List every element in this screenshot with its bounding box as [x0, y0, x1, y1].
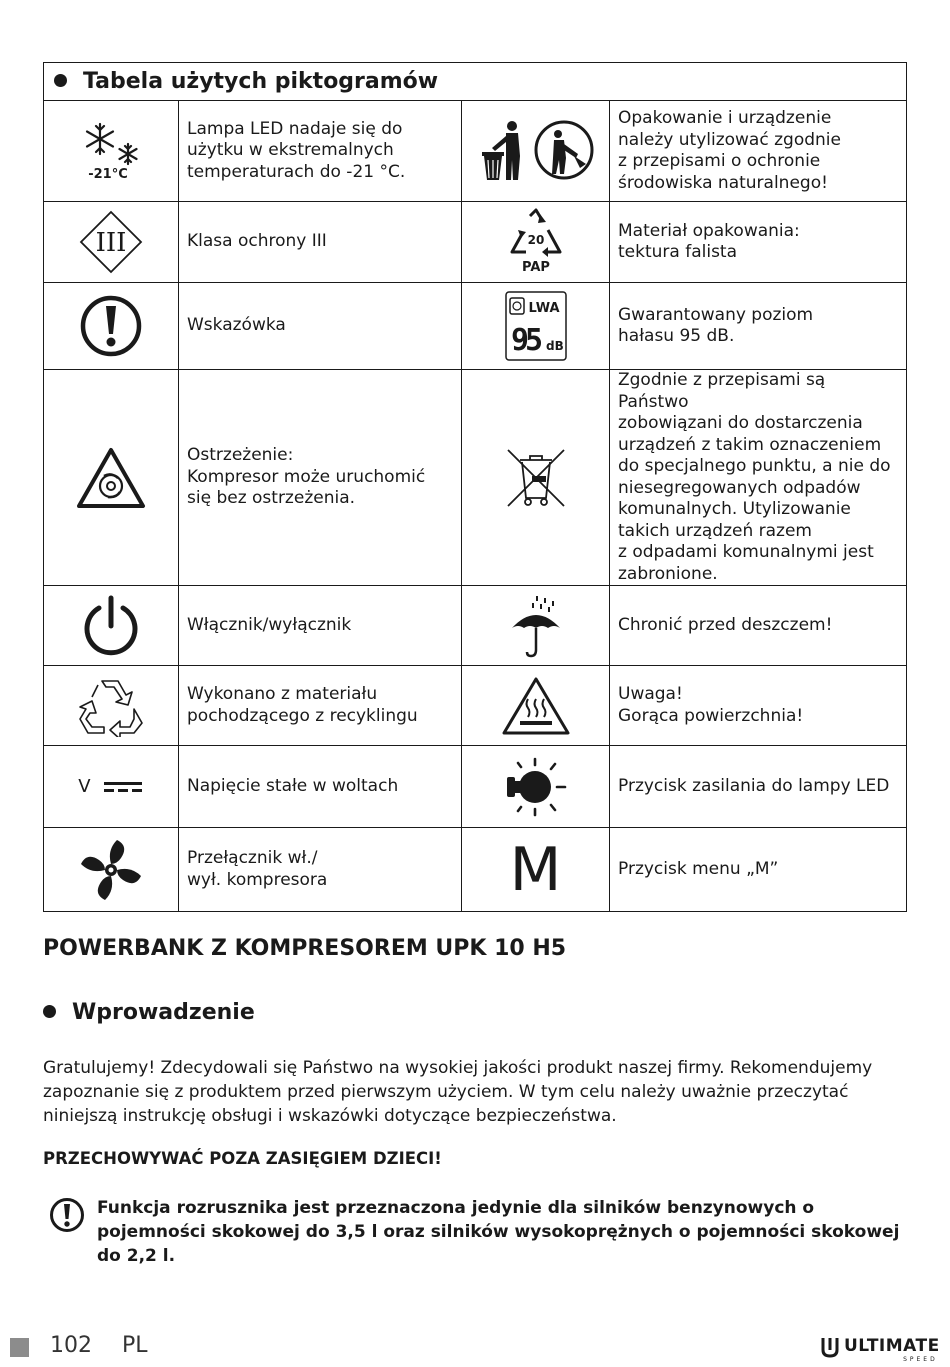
table-cell: Opakowanie i urządzenie należy utylizować zgodnie z przepisami o ochronie środowiska naturalnego! [610, 101, 907, 202]
table-cell: Przełącznik wł./ wył. kompresora [179, 828, 462, 912]
table-row [44, 828, 907, 912]
page-language: PL [122, 1333, 148, 1358]
table-cell: Napięcie stałe w woltach [179, 746, 462, 828]
svg-text:dB: dB [545, 339, 564, 353]
table-cell: Uwaga! Gorąca powierzchnia! [610, 666, 907, 746]
table-cell: Gwarantowany poziom hałasu 95 dB. [610, 283, 907, 370]
table-row [44, 101, 907, 202]
table-cell: Klasa ochrony III [179, 202, 462, 283]
hot-surface-icon [462, 666, 610, 746]
table-cell: Przycisk menu „M” [610, 828, 907, 912]
table-cell: Przycisk zasilania do lampy LED [610, 746, 907, 828]
fan-icon [44, 828, 179, 912]
recycle-arrows-icon [44, 666, 179, 746]
menu-m-letter: M [509, 834, 562, 905]
svg-text:PAP: PAP [521, 260, 550, 275]
product-title: POWERBANK Z KOMPRESOREM UPK 10 H5 [43, 936, 567, 961]
exclamation-icon [49, 1197, 85, 1233]
brand-name: ULTIMATE [844, 1336, 940, 1356]
brand-sub: SPEED [903, 1356, 938, 1363]
table-cell: Zgodnie z przepisami są Państwo zobowiązani do dostarczenia urządzeń z takim oznaczeniem do specjalnego punktu, a nie do niesegregowanych odpadów komunalnych. Utylizowanie takich urządzeń razem z odpadami komunalnymi jest zabronione. [610, 370, 907, 586]
table-row [44, 746, 907, 828]
pictogram-table [43, 62, 907, 912]
note-text: Funkcja rozrusznika jest przeznaczona jedynie dla silników benzynowych o pojemności skokowej do 3,5 l oraz silników wysokoprężnych o pojemności skokowej do 2,2 l. [97, 1198, 900, 1266]
noise-level-icon [462, 283, 610, 370]
table-title-text: Tabela użytych piktogramów [83, 69, 439, 94]
table-title [44, 63, 907, 101]
voltage-label: V [78, 776, 91, 797]
recycle-bin-icon [462, 101, 610, 202]
svg-text:LWA: LWA [527, 301, 560, 316]
snowflake-icon [44, 101, 179, 202]
table-cell: Włącznik/wyłącznik [179, 586, 462, 666]
svg-text:III: III [95, 228, 127, 258]
table-row [44, 370, 907, 586]
power-icon [44, 586, 179, 666]
table-row [44, 202, 907, 283]
pap-recycling-icon [462, 202, 610, 283]
rotating-parts-warning-icon [44, 370, 179, 586]
table-row [44, 666, 907, 746]
svg-text:20: 20 [527, 233, 544, 247]
crossed-bin-icon [462, 370, 610, 586]
table-row [44, 283, 907, 370]
keep-away-warning: PRZECHOWYWAĆ POZA ZASIĘGIEM DZIECI! [43, 1149, 442, 1168]
svg-text:-21°C: -21°C [88, 167, 128, 182]
table-cell: Chronić przed deszczem! [610, 586, 907, 666]
table-cell: Wykonano z materiału pochodzącego z recyklingu [179, 666, 462, 746]
table-cell: Ostrzeżenie: Kompresor może uruchomić się bez ostrzeżenia. [179, 370, 462, 586]
table-row [44, 586, 907, 666]
intro-heading [43, 1000, 255, 1025]
led-lamp-icon [462, 746, 610, 828]
umbrella-rain-icon [462, 586, 610, 666]
intro-heading-text: Wprowadzenie [72, 1000, 255, 1025]
table-cell: Materiał opakowania: tektura falista [610, 202, 907, 283]
table-cell: Wskazówka [179, 283, 462, 370]
protection-class-iii-icon [44, 202, 179, 283]
footer-marker [10, 1338, 29, 1357]
bullet-icon [54, 74, 67, 87]
intro-paragraph: Gratulujemy! Zdecydowali się Państwo na wysokiej jakości produkt naszej firmy. Rekomendujemy zapoznanie się z produktem przed pierwszym użyciem. W tym celu należy uważnie przeczytać niniejszą instrukcję obsługi i wskazówki dotyczące bezpieczeństwa. [43, 1058, 873, 1126]
bullet-icon [43, 1005, 56, 1018]
menu-m-icon [462, 828, 610, 912]
brand-logo [820, 1336, 940, 1363]
exclamation-icon [44, 283, 179, 370]
dc-voltage-icon [44, 746, 179, 828]
page-number: 102 [50, 1333, 92, 1358]
table-cell: Lampa LED nadaje się do użytku w ekstremalnych temperaturach do -21 °C. [179, 101, 462, 202]
svg-text:95: 95 [510, 323, 543, 358]
